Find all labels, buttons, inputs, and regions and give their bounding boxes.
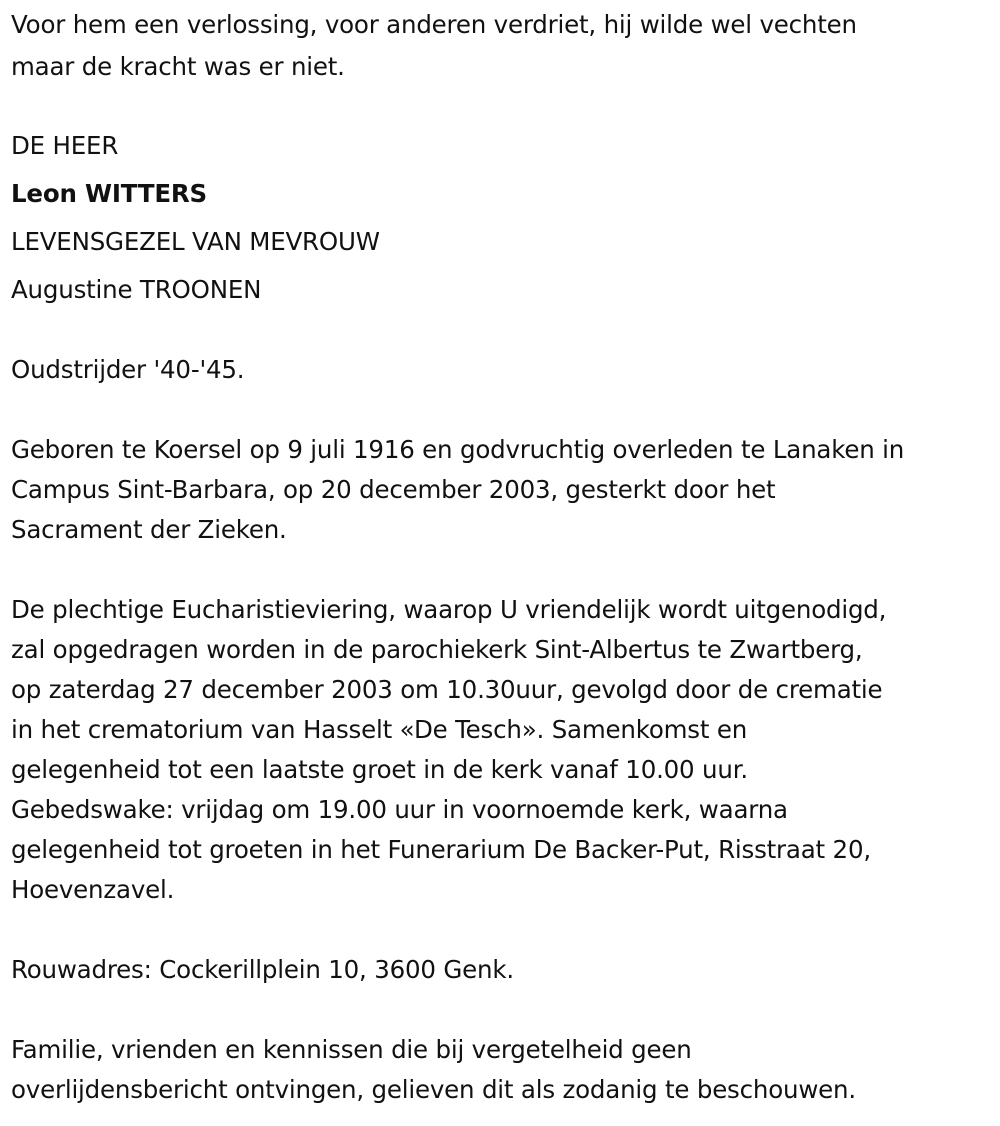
ceremony-line-3: op zaterdag 27 december 2003 om 10.30uur, gevolgd door de crematie [11,675,883,704]
ceremony-line-2: zal opgedragen worden in de parochiekerk Sint-Albertus te Zwartberg, [11,635,863,664]
ceremony-line-1: De plechtige Eucharistieviering, waarop U vriendelijk wordt uitgenodigd, [11,595,887,624]
veteran-note: Oudstrijder '40-'45. [11,355,245,384]
deceased-name: Leon WITTERS [11,179,208,208]
mourning-address: Rouwadres: Cockerillplein 10, 3600 Genk. [11,955,514,984]
relation-line: LEVENSGEZEL VAN MEVROUW [11,227,380,256]
epigraph-line-1: Voor hem een verlossing, voor anderen verdriet, hij wilde wel vechten [11,10,857,39]
birth-death-line-2: Campus Sint-Barbara, op 20 december 2003, gesterkt door het [11,475,776,504]
ceremony-line-5: gelegenheid tot een laatste groet in de kerk vanaf 10.00 uur. [11,755,748,784]
ceremony-line-4: in het crematorium van Hasselt «De Tesch». Samenkomst en [11,715,748,744]
ceremony-line-8: Hoevenzavel. [11,875,175,904]
birth-death-line-1: Geboren te Koersel op 9 juli 1916 en godvruchtig overleden te Lanaken in [11,435,905,464]
ceremony-line-6: Gebedswake: vrijdag om 19.00 uur in voornoemde kerk, waarna [11,795,788,824]
honorific-title: DE HEER [11,131,119,160]
closing-line-1: Familie, vrienden en kennissen die bij vergetelheid geen [11,1035,692,1064]
ceremony-line-7: gelegenheid tot groeten in het Funerarium De Backer-Put, Risstraat 20, [11,835,871,864]
partner-name: Augustine TROONEN [11,275,262,304]
epigraph-line-2: maar de kracht was er niet. [11,52,345,81]
closing-line-2: overlijdensbericht ontvingen, gelieven dit als zodanig te beschouwen. [11,1075,856,1104]
birth-death-line-3: Sacrament der Zieken. [11,515,287,544]
